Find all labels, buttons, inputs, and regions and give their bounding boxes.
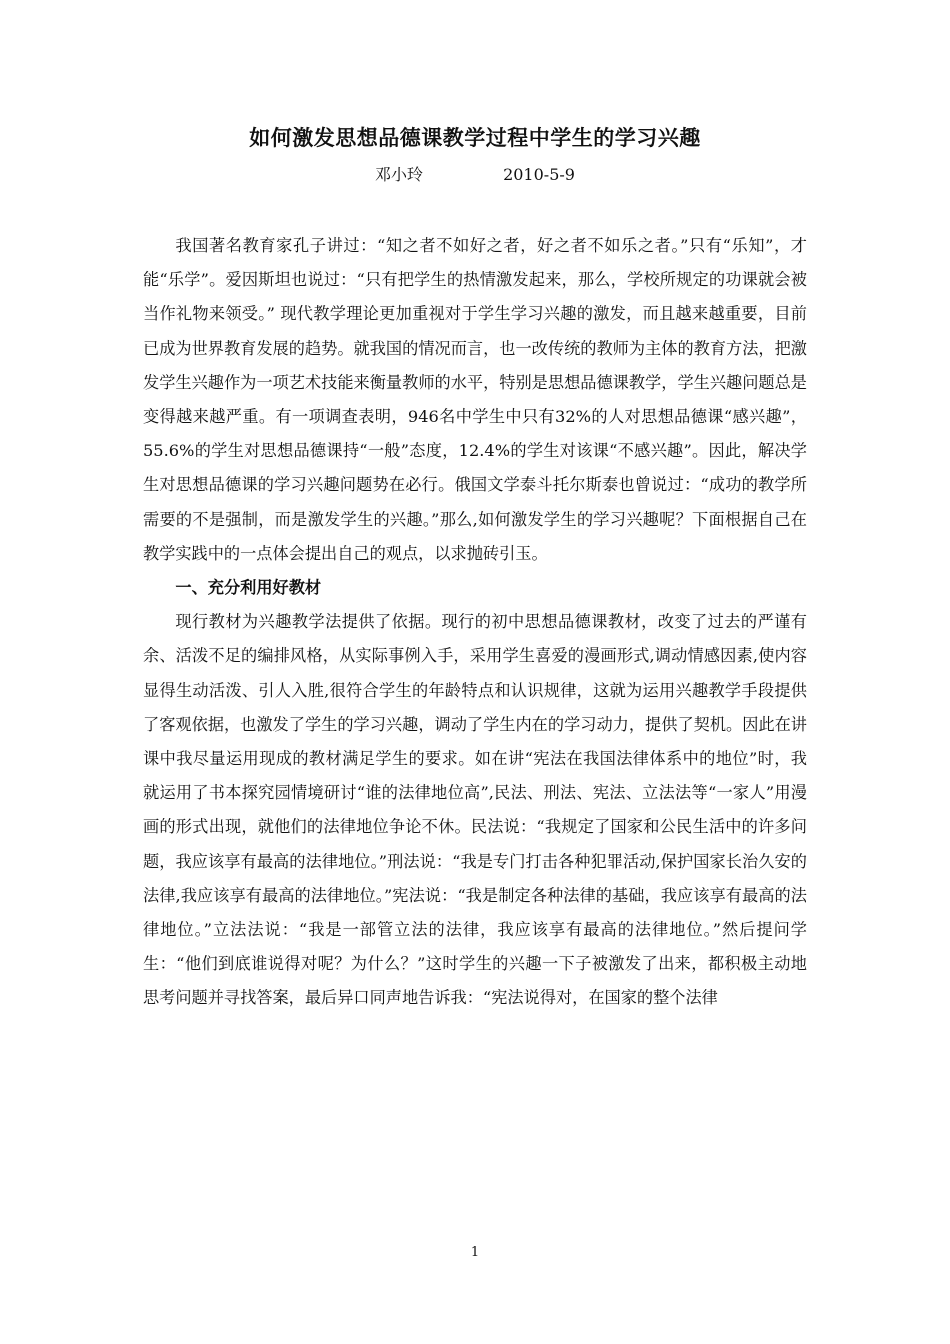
page-number: 1 — [470, 1245, 480, 1260]
author-name: 邓小玲 — [375, 165, 424, 184]
document-title: 如何激发思想品德课教学过程中学生的学习兴趣 — [249, 125, 701, 150]
section-heading: 一、充分利用好教材 — [175, 578, 322, 598]
section-paragraph: 现行教材为兴趣教学法提供了依据。现行的初中思想品德课教材，改变了过去的严谨有余、活泼不足的编排风格，从实际事例入手，采用学生喜爱的漫画形式,调动情感因素,使内容显得生动活泼、引人入胜,很符合学生的年龄特点和认识规律，这就为运用兴趣教学手段提供了客观依据，也激发了学生的学习兴趣，调动了学生内在的学习动力，提供了契机。因此在讲课中我尽量运用现成的教材满足学生的要求。如在讲“宪法在我国法律体系中的地位”时，我就运用了书本探究园情境研讨“谁的法律地位高”,民法、刑法、宪法、立法法等“一家人”用漫画的形式出现，就他们的法律地位争论不休。民法说：“我规定了国家和公民生活中的许多问题，我应该享有最高的法律地位。”刑法说：“我是专门打击各种犯罪活动,保护国家长治久安的法律,我应该享有最高的法律地位。”宪法说：“我是制定各种法律的基础，我应该享有最高的法律地位。”立法法说：“我是一部管立法的法律，我应该享有最高的法律地位。”然后提问学生：“他们到底谁说得对呢？为什么？”这时学生的兴趣一下子被激发了出来，都积极主动地思考问题并寻找答案，最后异口同声地告诉我：“宪法说得对，在国家的整个法律 — [143, 612, 807, 1008]
byline — [0, 162, 950, 185]
intro-paragraph: 我国著名教育家孔子讲过：“知之者不如好之者，好之者不如乐之者。”只有“乐知”，才能“乐学”。爱因斯坦也说过：“只有把学生的热情激发起来，那么，学校所规定的功课就会被当作礼物来领受。” 现代教学理论更加重视对于学生学习兴趣的激发，而且越来越重要，目前已成为世界教育发展的趋势。就我国的情况而言，也一改传统的教师为主体的教育方法，把激发学生兴趣作为一项艺术技能来衡量教师的水平，特别是思想品德课教学，学生兴趣问题总是变得越来越严重。有一项调查表明，946名中学生中只有32%的人对思想品德课“感兴趣”，55.6%的学生对思想品德课持“一般”态度，12.4%的学生对该课“不感兴趣”。因此，解决学生对思想品德课的学习兴趣问题势在必行。俄国文学泰斗托尔斯泰也曾说过：“成功的教学所需要的不是强制，而是激发学生的兴趣。”那么,如何激发学生的学习兴趣呢？下面根据自己在教学实践中的一点体会提出自己的观点，以求抛砖引玉。 — [143, 236, 807, 563]
document-date: 2010-5-9 — [503, 165, 575, 184]
document-body — [143, 229, 807, 1016]
